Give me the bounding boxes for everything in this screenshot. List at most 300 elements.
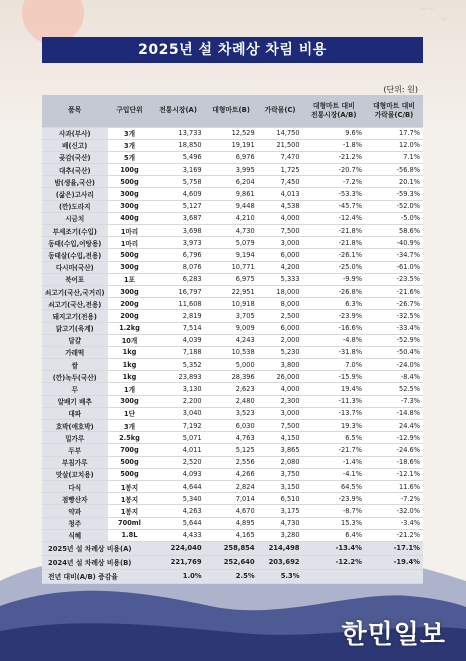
table-cell: 3,995 [205,164,258,176]
table-cell: 8,076 [152,261,205,273]
table-cell: 4,763 [205,432,258,444]
total-cell: 5.3% [258,569,303,583]
table-cell: 무 [42,383,108,395]
table-cell: 1포 [108,273,152,285]
table-row [42,225,423,237]
total-cell: 258,854 [205,541,258,555]
table-cell: 7,014 [205,493,258,505]
table-cell: -11.3% [303,395,365,407]
table-cell: 4,210 [205,212,258,224]
table-cell: 4,266 [205,468,258,480]
table-cell: -24.0% [365,359,423,371]
table-cell: 10,918 [205,298,258,310]
table-cell: 300g [108,261,152,273]
table-cell: 5,333 [258,273,303,285]
table-cell: 다식 [42,480,108,492]
table-cell: -7.3% [365,395,423,407]
table-cell: 24.4% [365,420,423,432]
table-cell: 13,733 [152,127,205,139]
table-cell: 6,000 [258,322,303,334]
table-cell: 2,819 [152,310,205,322]
table-cell: 3,705 [205,310,258,322]
table-cell: -40.9% [365,237,423,249]
table-cell: -12.4% [303,212,365,224]
table-cell: 14,750 [258,127,303,139]
table-cell: 1단 [108,407,152,419]
table-row [42,273,423,285]
table-row [42,310,423,322]
table-cell: 52.5% [365,383,423,395]
total-cell: 221,769 [152,555,205,569]
table-row [42,188,423,200]
table-row [42,517,423,529]
table-cell: 4,200 [258,261,303,273]
total-label: 2024년 설 차례상 비용(B) [42,555,152,569]
total-cell [303,569,365,583]
total-cell: -13.4% [303,541,365,555]
table-cell: 7,450 [258,176,303,188]
table-cell: -21.7% [303,444,365,456]
table-cell: 1개 [108,383,152,395]
table-cell: 7,500 [258,420,303,432]
table-cell: -25.0% [303,261,365,273]
table-cell: 17.7% [365,127,423,139]
table-cell: 4,039 [152,334,205,346]
total-row [42,569,423,583]
table-cell: 4,093 [152,468,205,480]
table-cell: 9,861 [205,188,258,200]
table-header-row [42,95,423,127]
table-row [42,249,423,261]
header-large-mart: 대형마트(B) [205,95,258,127]
table-cell: 4,013 [258,188,303,200]
table-cell: -4.1% [303,468,365,480]
publisher-logo: 한민일보 [341,620,446,650]
table-cell: 3,687 [152,212,205,224]
table-cell: 2,480 [205,395,258,407]
table-cell: 대파 [42,407,108,419]
total-cell [365,569,423,583]
table-cell: 곶감(국산) [42,151,108,163]
table-cell: -23.5% [365,273,423,285]
header-item: 품목 [42,95,108,127]
table-cell: -21.6% [365,285,423,297]
table-cell: 58.6% [365,225,423,237]
table-cell: 7,188 [152,346,205,358]
table-cell: -12.9% [365,432,423,444]
table-cell: -13.7% [303,407,365,419]
table-cell: 500g [108,468,152,480]
table-cell: 18,850 [152,139,205,151]
header-ratio-ab: 대형마트 대비 전통시장(A/B) [303,95,365,127]
table-cell: 달걀 [42,334,108,346]
table-cell: 18,000 [258,285,303,297]
table-cell: 부세조기(수입) [42,225,108,237]
table-cell: 9,194 [205,249,258,261]
table-cell: -26.1% [303,249,365,261]
table-cell: 7,500 [258,225,303,237]
table-row [42,432,423,444]
table-cell: 가래떡 [42,346,108,358]
total-row [42,555,423,569]
table-cell: 3,973 [152,237,205,249]
table-cell: 500g [108,249,152,261]
table-cell: 4,263 [152,505,205,517]
table-cell: 동태살(수입,전용) [42,249,108,261]
table-cell: 대추(국산) [42,164,108,176]
table-cell: -7.2% [365,493,423,505]
table-cell: -32.0% [365,505,423,517]
table-cell: 6.4% [303,529,365,541]
table-cell: -32.5% [365,310,423,322]
table-cell: 64.5% [303,480,365,492]
table-cell: 시금치 [42,212,108,224]
table-cell: 16,797 [152,285,205,297]
table-cell: 3,169 [152,164,205,176]
table-cell: 1.2kg [108,322,152,334]
total-cell: -17.1% [365,541,423,555]
table-row [42,359,423,371]
table-cell: -59.3% [365,188,423,200]
table-cell: 3,130 [152,383,205,395]
table-cell: 3개 [108,420,152,432]
table-cell: 동태(수입,어탕용) [42,237,108,249]
table-cell: 5,071 [152,432,205,444]
table-cell: 두부 [42,444,108,456]
table-cell: 9.6% [303,127,365,139]
bird-icon: ︶︶ [420,7,434,15]
table-cell: 1kg [108,346,152,358]
table-cell: -5.0% [365,212,423,224]
table-cell: 2,000 [258,334,303,346]
table-cell: 19.3% [303,420,365,432]
table-cell: 200g [108,310,152,322]
table-cell: -8.7% [303,505,365,517]
table-cell: -52.0% [365,200,423,212]
table-cell: 2,623 [205,383,258,395]
table-cell: -4.8% [303,334,365,346]
table-cell: 5,079 [205,237,258,249]
table-cell: 11,608 [152,298,205,310]
table-cell: 20.1% [365,176,423,188]
table-cell: 점빵산자 [42,493,108,505]
table-cell: 2,556 [205,456,258,468]
table-cell: 6,204 [205,176,258,188]
table-row [42,322,423,334]
table-cell: -26.7% [365,298,423,310]
table-cell: -15.9% [303,371,365,383]
table-cell: 1봉지 [108,505,152,517]
table-cell: 7.1% [365,151,423,163]
table-cell: 4,609 [152,188,205,200]
table-cell: -23.9% [303,310,365,322]
table-cell: 4,730 [258,517,303,529]
table-cell: 3,000 [258,237,303,249]
table-cell: 6,796 [152,249,205,261]
table-cell: 5개 [108,151,152,163]
table-cell: 5,758 [152,176,205,188]
table-cell: 쌀 [42,359,108,371]
header-garak-mall: 가락몰(C) [258,95,303,127]
table-row [42,444,423,456]
table-cell: 10개 [108,334,152,346]
table-cell: -9.9% [303,273,365,285]
table-row [42,139,423,151]
table-cell: 식혜 [42,529,108,541]
total-label: 2025년 설 차례상 비용(A) [42,541,152,555]
table-cell: 밤(생율,국산) [42,176,108,188]
table-cell: 2.5kg [108,432,152,444]
table-cell: 5,644 [152,517,205,529]
table-cell: 10,771 [205,261,258,273]
table-cell: 4,538 [258,200,303,212]
table-row [42,480,423,492]
table-cell: 3,523 [205,407,258,419]
table-cell: 쇠고기(국산,국거리) [42,285,108,297]
table-cell: 4,433 [152,529,205,541]
table-cell: 19.4% [303,383,365,395]
table-cell: 700g [108,444,152,456]
price-table [42,95,423,584]
table-cell: -45.7% [303,200,365,212]
table-cell: -31.8% [303,346,365,358]
table-cell: 4,644 [152,480,205,492]
table-cell: -3.4% [365,517,423,529]
table-cell: 100g [108,164,152,176]
table-cell: 8,000 [258,298,303,310]
table-cell: 4,011 [152,444,205,456]
table-cell: 500g [108,176,152,188]
table-row [42,285,423,297]
total-cell: 252,640 [205,555,258,569]
table-cell: 300g [108,395,152,407]
table-cell: 7,192 [152,420,205,432]
table-row [42,261,423,273]
table-cell: 호박(애호박) [42,420,108,432]
table-cell: 밀가루 [42,432,108,444]
table-cell: -61.0% [365,261,423,273]
table-cell: 6,283 [152,273,205,285]
table-cell: 400g [108,212,152,224]
table-cell: 5,230 [258,346,303,358]
table-cell: 3,800 [258,359,303,371]
total-cell: -12.2% [303,555,365,569]
table-cell: 1,725 [258,164,303,176]
table-row [42,493,423,505]
table-row [42,151,423,163]
table-cell: 2,824 [205,480,258,492]
table-cell: 6,975 [205,273,258,285]
table-cell: 2,200 [152,395,205,407]
table-cell: 3,000 [258,407,303,419]
table-cell: -18.6% [365,456,423,468]
table-cell: 2,300 [258,395,303,407]
table-cell: 5,352 [152,359,205,371]
table-cell: -7.2% [303,176,365,188]
table-cell: 3,150 [258,480,303,492]
table-cell: -53.3% [303,188,365,200]
table-row [42,127,423,139]
table-cell: 1kg [108,371,152,383]
table-row [42,371,423,383]
table-cell: 4,730 [205,225,258,237]
table-cell: -52.9% [365,334,423,346]
table-cell: 청주 [42,517,108,529]
table-body [42,127,423,583]
table-cell: 6,000 [258,249,303,261]
total-cell: 214,498 [258,541,303,555]
total-cell: -19.4% [365,555,423,569]
table-row [42,212,423,224]
table-row [42,456,423,468]
table-cell: 1kg [108,359,152,371]
table-cell: 쇠고기(국산,전용) [42,298,108,310]
table-cell: -26.8% [303,285,365,297]
table-cell: 3,175 [258,505,303,517]
table-cell: 5,496 [152,151,205,163]
table-cell: 11.6% [365,480,423,492]
table-cell: 300g [108,200,152,212]
table-cell: -21.2% [365,529,423,541]
table-cell: 7,470 [258,151,303,163]
table-cell: 300g [108,188,152,200]
table-cell: 500g [108,456,152,468]
table-cell: 알배기 배추 [42,395,108,407]
table-cell: 2,500 [258,310,303,322]
table-row [42,334,423,346]
table-row [42,505,423,517]
bird-icon: ︶ [440,17,447,25]
table-row [42,237,423,249]
table-row [42,395,423,407]
table-cell: 7,514 [152,322,205,334]
table-cell: 12,529 [205,127,258,139]
table-row [42,346,423,358]
total-label: 전년 대비(A/B) 증감율 [42,569,152,583]
table-cell: 4,670 [205,505,258,517]
table-row [42,164,423,176]
total-cell: 1.0% [152,569,205,583]
table-row [42,529,423,541]
table-cell: 3개 [108,139,152,151]
table-row [42,200,423,212]
table-cell: 3,280 [258,529,303,541]
table-cell: 3,865 [258,444,303,456]
table-cell: 배(신고) [42,139,108,151]
table-cell: 4,150 [258,432,303,444]
table-cell: -33.4% [365,322,423,334]
table-cell: 3개 [108,127,152,139]
table-cell: -12.1% [365,468,423,480]
table-cell: 15.3% [303,517,365,529]
unit-note: (단위: 원) [383,85,418,94]
table-row [42,407,423,419]
table-cell: 9,009 [205,322,258,334]
total-cell: 224,040 [152,541,205,555]
table-cell: 약과 [42,505,108,517]
table-row [42,383,423,395]
table-cell: -21.8% [303,237,365,249]
table-cell: 2,520 [152,456,205,468]
table-cell: 7.0% [303,359,365,371]
table-cell: 700ml [108,517,152,529]
table-cell: 23,893 [152,371,205,383]
table-cell: -1.4% [303,456,365,468]
total-cell: 203,692 [258,555,303,569]
table-cell: 4,165 [205,529,258,541]
table-cell: 1봉지 [108,493,152,505]
table-cell: (깐)도라지 [42,200,108,212]
table-cell: -8.4% [365,371,423,383]
table-row [42,298,423,310]
table-cell: -24.6% [365,444,423,456]
table-cell: 21,500 [258,139,303,151]
table-cell: -23.9% [303,493,365,505]
table-cell: 5,340 [152,493,205,505]
table-row [42,176,423,188]
table-cell: 1마리 [108,237,152,249]
table-cell: 28,396 [205,371,258,383]
table-cell: 4,895 [205,517,258,529]
table-cell: -56.8% [365,164,423,176]
table-cell: 6,976 [205,151,258,163]
table-row [42,420,423,432]
table-cell: 10,538 [205,346,258,358]
table-cell: 맛살(꼬치용) [42,468,108,480]
table-cell: (삶은)고사리 [42,188,108,200]
table-cell: 돼지고기(전용) [42,310,108,322]
table-cell: 5,000 [205,359,258,371]
table-cell: 6,510 [258,493,303,505]
table-cell: -1.8% [303,139,365,151]
table-cell: -21.8% [303,225,365,237]
table-cell: 12.0% [365,139,423,151]
table-cell: -21.2% [303,151,365,163]
table-cell: -20.7% [303,164,365,176]
table-cell: 닭고기(육계) [42,322,108,334]
table-cell: 6.5% [303,432,365,444]
table-cell: 2,080 [258,456,303,468]
header-unit: 구입단위 [108,95,152,127]
table-cell: 5,127 [152,200,205,212]
table-cell: 26,000 [258,371,303,383]
table-cell: 22,951 [205,285,258,297]
table-cell: 3,698 [152,225,205,237]
total-cell: 2.5% [205,569,258,583]
table-cell: 4,243 [205,334,258,346]
table-cell: (깐)녹두(국산) [42,371,108,383]
table-cell: 9,448 [205,200,258,212]
table-cell: 1마리 [108,225,152,237]
table-cell: 1봉지 [108,480,152,492]
page-title: 2025년 설 차례상 차림 비용 [42,37,423,63]
header-ratio-cb: 대형마트 대비 가락몰(C/B) [365,95,423,127]
table-cell: -50.4% [365,346,423,358]
table-cell: -14.8% [365,407,423,419]
table-cell: 1.8L [108,529,152,541]
table-cell: 200g [108,298,152,310]
table-cell: 3,750 [258,468,303,480]
table-cell: 북어포 [42,273,108,285]
table-cell: 19,191 [205,139,258,151]
table-cell: 부침가루 [42,456,108,468]
table-cell: 6,030 [205,420,258,432]
table-cell: 사과(부사) [42,127,108,139]
table-cell: 3,040 [152,407,205,419]
table-cell: -16.6% [303,322,365,334]
total-row [42,541,423,555]
table-cell: 5,125 [205,444,258,456]
